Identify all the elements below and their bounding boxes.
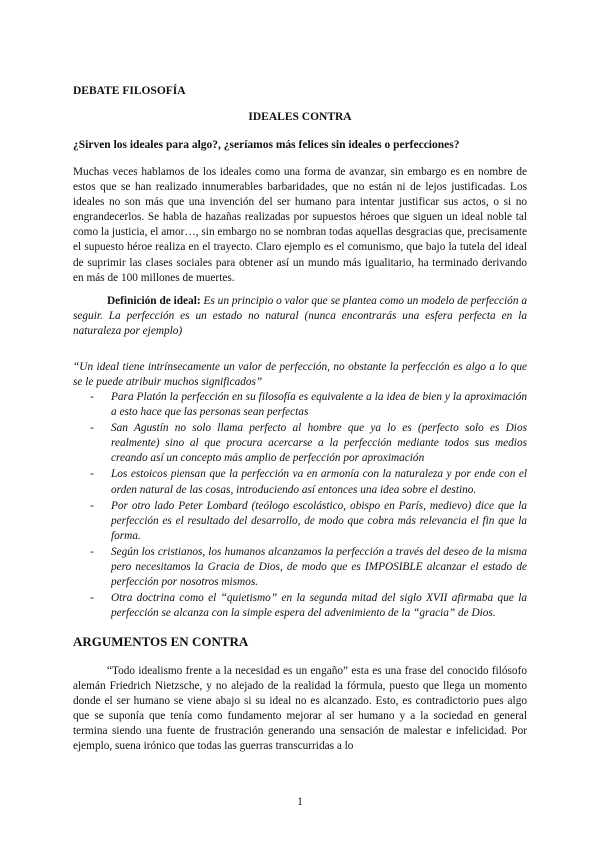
arguments-paragraph: “Todo idealismo frente a la necesidad es un engaño” esta es una frase del conocido filósofo alemán Friedrich Nietzsche, y no alejado de la realidad la fórmula, puesto que llega un momento donde el ser humano se viene abajo si su ideal no es alcanzado. Esto, es contradictorio pues algo que se suponía que tenía como fundamento mejorar al ser humano y a la sociedad en general termina siendo una fuente de frustración generando una sensación de malestar e infelicidad. Por ejemplo, suena irónico que todas las guerras transcurridas a lo	[73, 665, 527, 753]
definition-label: Definición de ideal:	[107, 295, 201, 307]
definition-text: Es un principio o valor que se plantea como un modelo de perfección a seguir. La perfección es un estado no natural (nunca encontrarás una esfera perfecta en la naturaleza por ejemplo)	[73, 295, 527, 338]
list-item: - Según los cristianos, los humanos alcanzamos la perfección a través del deseo de la misma pero necesitamos la Gracia de Dios, de modo que es IMPOSIBLE alcanzar el estado de perfección por nosotros mismos.	[90, 545, 527, 589]
heading-arguments: ARGUMENTOS EN CONTRA	[73, 634, 249, 649]
quote-paragraph: “Un ideal tiene intrínsecamente un valor de perfección, no obstante la perfección es algo a lo que se le puede atribuir muchos significados”	[73, 361, 527, 389]
definition-paragraph	[73, 294, 527, 339]
intro-paragraph: Muchas veces hablamos de los ideales como una forma de avanzar, sin embargo es en nombre de estos que se han realizado innumerables barbaridades, que no están ni de lejos justificadas. Los ideales no son más que una invención del ser humano para intentar justificar sus actos, o si no engrandecerlos. Se habla de hazañas realizadas por supuestos héroes que siguen un ideal noble tal como la justicia, el amor…, sin embargo no se nombran todas aquellas desgracias que, precisamente el supuesto héroe realiza en el trayecto. Claro ejemplo es el comunismo, que bajo la tutela del ideal de suprimir las clases sociales para obtener así un mundo más igualitario, ha terminado derivando en más de 100 millones de muertes.	[73, 166, 527, 284]
heading-debate: DEBATE FILOSOFÍA	[73, 85, 186, 97]
page-number: 1	[297, 796, 303, 808]
list-item: - Para Platón la perfección en su filosofía es equivalente a la idea de bien y la aproximación a esto hace que las personas sean perfectas	[90, 391, 527, 419]
list-item: - Otra doctrina como el “quietismo” en la segunda mitad del siglo XVII afirmaba que la perfección se alcanza con la simple espera del advenimiento de la “gracia” de Dios.	[90, 592, 527, 620]
list-item: - Por otro lado Peter Lombard (teólogo escolástico, obispo en París, medievo) dice que la perfección es el resultado del desarrollo, de modo que cobra más relevancia el fin que la forma.	[90, 499, 527, 542]
perfection-list	[73, 390, 527, 622]
list-item: - San Agustín no solo llama perfecto al hombre que ya lo es (perfecto solo es Dios realmente) sino al que procura acercarse a la perfección mediante todos sus medios creando así un concepto más amplio de perfección por aproximación	[90, 422, 527, 465]
heading-question: ¿Sirven los ideales para algo?, ¿seríamos más felices sin ideales o perfecciones?	[73, 139, 460, 151]
list-item: - Los estoicos piensan que la perfección va en armonía con la naturaleza y por ende con el orden natural de las cosas, introduciendo así entonces una idea sobre el destino.	[90, 468, 527, 496]
heading-title: IDEALES CONTRA	[248, 111, 352, 123]
